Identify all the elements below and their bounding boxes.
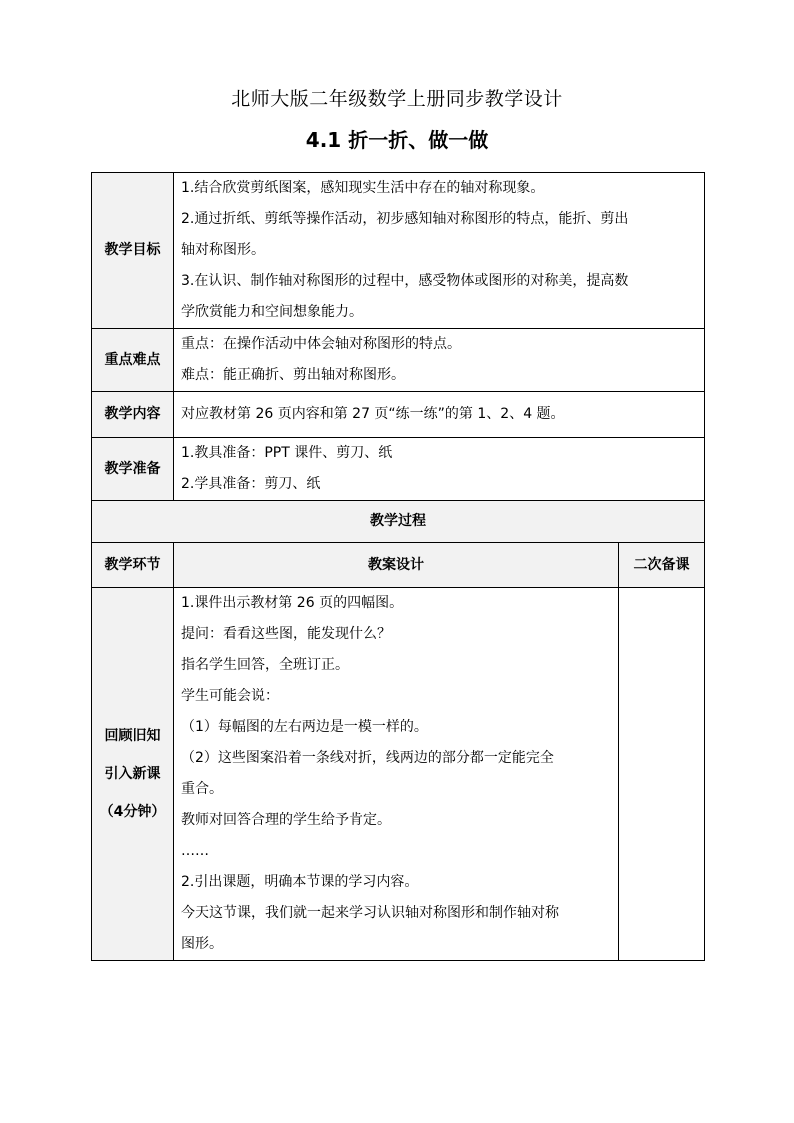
stage-label-line: 引入新课 (104, 766, 161, 782)
goals-line: 3.在认识、制作轴对称图形的过程中，感受物体或图形的对称美，提高数 (181, 273, 629, 289)
content-label: 教学内容 (92, 392, 174, 438)
design-line: （1）每幅图的左右两边是一模一样的。 (181, 719, 428, 735)
col-stage-header: 教学环节 (92, 543, 174, 588)
content-line: 对应教材第 26 页内容和第 27 页“练一练”的第 1、2、4 题。 (181, 406, 565, 422)
design-line: 学生可能会说： (181, 688, 279, 704)
design-line: 指名学生回答，全班订正。 (181, 657, 349, 673)
prep-line: 2.学具准备：剪刀、纸 (181, 476, 321, 492)
process-header-row (92, 543, 705, 588)
design-line: （2）这些图案沿着一条线对折，线两边的部分都一定能完全 (181, 750, 554, 766)
stage-label-line: 回顾旧知 (104, 728, 161, 744)
content-row (92, 392, 705, 438)
col-design-header: 教案设计 (174, 543, 619, 588)
content-content (174, 392, 705, 438)
prep-row (92, 438, 705, 501)
design-line: 重合。 (181, 781, 223, 797)
document-header: 北师大版二年级数学上册同步教学设计 (231, 88, 563, 110)
goals-label: 教学目标 (92, 173, 174, 329)
prep-line: 1.教具准备：PPT 课件、剪刀、纸 (181, 445, 393, 461)
design-line: 教师对回答合理的学生给予肯定。 (181, 812, 391, 828)
keypoints-label: 重点难点 (92, 329, 174, 392)
goals-line: 轴对称图形。 (181, 242, 265, 258)
stage-label (92, 588, 174, 961)
design-line: 2.引出课题，明确本节课的学习内容。 (181, 874, 419, 890)
design-line: 提问：看看这些图，能发现什么？ (181, 626, 391, 642)
goals-content (174, 173, 705, 329)
keypoints-line: 难点：能正确折、剪出轴对称图形。 (181, 367, 405, 383)
keypoints-line: 重点：在操作活动中体会轴对称图形的特点。 (181, 336, 461, 352)
stage-label-line: （4分钟） (99, 804, 166, 820)
keypoints-content (174, 329, 705, 392)
lesson-plan-table (91, 172, 705, 961)
process-section-title: 教学过程 (92, 501, 705, 543)
design-line: …… (181, 843, 209, 859)
goals-line: 学欣赏能力和空间想象能力。 (181, 304, 363, 320)
col-notes-header: 二次备课 (619, 543, 705, 588)
process-section-row (92, 501, 705, 543)
design-line: 今天这节课，我们就一起来学习认识轴对称图形和制作轴对称 (181, 905, 559, 921)
prep-content (174, 438, 705, 501)
stage-notes-cell (619, 588, 705, 961)
design-line: 1.课件出示教材第 26 页的四幅图。 (181, 595, 404, 611)
lesson-title: 4.1 折一折、做一做 (305, 128, 489, 152)
stage-row (92, 588, 705, 961)
goals-row (92, 173, 705, 329)
prep-label: 教学准备 (92, 438, 174, 501)
design-line: 图形。 (181, 936, 223, 952)
goals-line: 1.结合欣赏剪纸图案，感知现实生活中存在的轴对称现象。 (181, 180, 545, 196)
stage-design-content (174, 588, 619, 961)
keypoints-row (92, 329, 705, 392)
goals-line: 2.通过折纸、剪纸等操作活动，初步感知轴对称图形的特点，能折、剪出 (181, 211, 629, 227)
